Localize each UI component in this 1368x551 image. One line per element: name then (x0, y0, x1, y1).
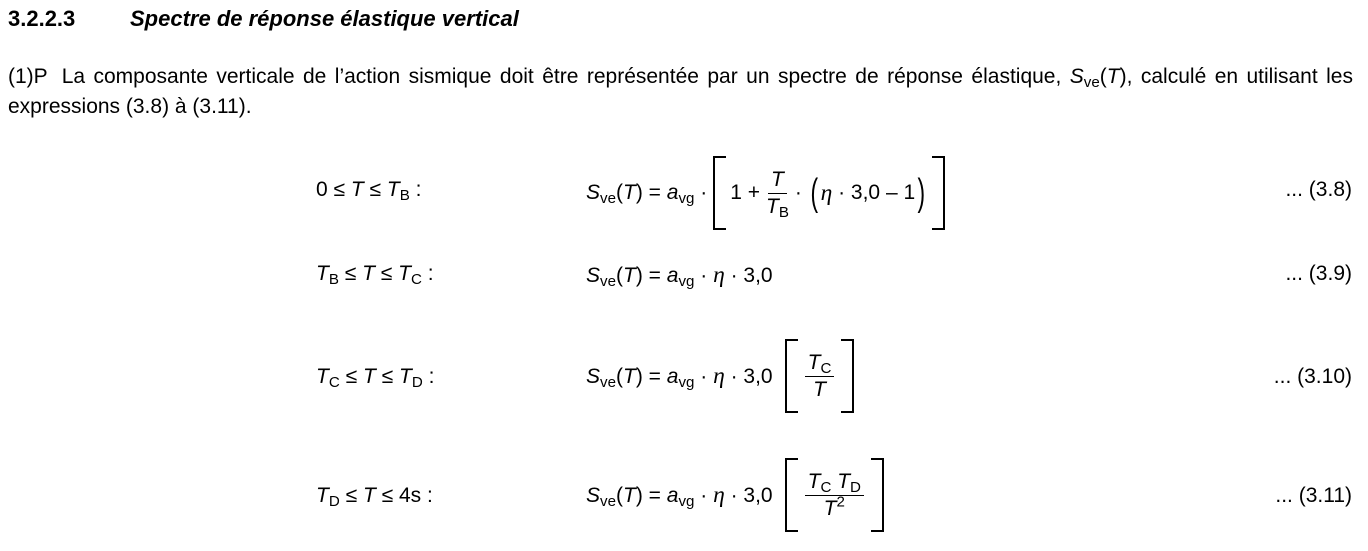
expression-3-10: $S_{ve}(T) = a_{vg} \cdot \eta \cdot 3,0$ $\frac{T_C}{T}$ (586, 339, 854, 413)
expression-3-11: $S_{ve}(T) = a_{vg} \cdot \eta \cdot 3,0$ $\frac{T_C T_D}{T^2}$ (586, 458, 884, 532)
paragraph-tail: , calculé en utilisant les expressions (3.8) à (3.11). (8, 65, 1353, 118)
equation-3-10 (0, 333, 1368, 423)
expression-3-8: $S_{ve}(T) = a_{vg}$ · 1 + $\frac{T}{T_B}$ · ( η · 3,0 – 1 ) (586, 156, 945, 230)
equation-3-9 (0, 262, 1368, 302)
equation-3-11 (0, 452, 1368, 547)
condition-3-10: $T_C \le T \le T_D$ : (316, 365, 435, 391)
reference-3-8: ... (3.8) (1285, 178, 1352, 201)
expression-3-9: $S_{ve}(T) = a_{vg} \cdot \eta \cdot 3,0$ (586, 262, 773, 290)
paragraph-text: La composante verticale de l’action sismique doit être représentée par un spectre de réponse élastique, (61, 65, 1062, 88)
paragraph-lead: (1)P (8, 65, 48, 88)
condition-3-11: $T_D \le T \le 4s$ : (316, 484, 433, 510)
equation-3-8 (0, 150, 1368, 240)
section-title: Spectre de réponse élastique vertical (130, 6, 519, 31)
section-heading (8, 6, 519, 32)
condition-3-8: $0 \le T \le T_B$ : (316, 178, 422, 204)
reference-3-9: ... (3.9) (1285, 262, 1352, 285)
reference-3-10: ... (3.10) (1273, 365, 1352, 388)
paragraph (8, 62, 1353, 122)
section-number: 3.2.2.3 (8, 6, 76, 31)
spectrum-symbol: $S_{ve}(T)$ (1069, 65, 1127, 91)
reference-3-11: ... (3.11) (1275, 484, 1352, 507)
condition-3-9: $T_B \le T \le T_C$ : (316, 262, 434, 288)
